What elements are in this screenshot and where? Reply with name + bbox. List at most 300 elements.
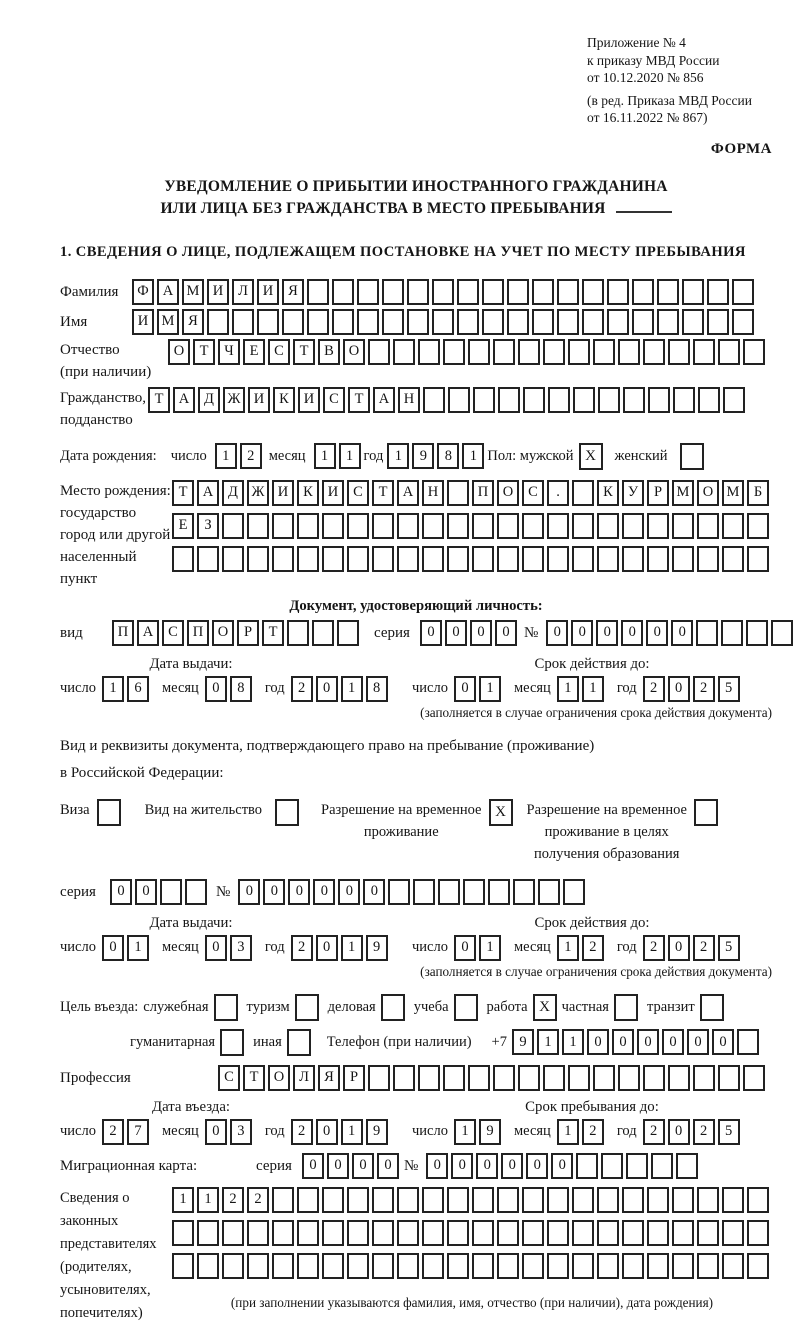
char-cell[interactable]: [172, 546, 194, 572]
char-cell[interactable]: [618, 339, 640, 365]
char-cell[interactable]: Н: [398, 387, 420, 413]
char-cell[interactable]: 8: [366, 676, 388, 702]
visa-checkbox[interactable]: [97, 799, 121, 826]
char-cell[interactable]: П: [187, 620, 209, 646]
char-cell[interactable]: [743, 339, 765, 365]
char-cell[interactable]: [447, 546, 469, 572]
char-cell[interactable]: 0: [313, 879, 335, 905]
char-cell[interactable]: [651, 1153, 673, 1179]
char-cell[interactable]: 2: [582, 935, 604, 961]
char-cell[interactable]: [297, 513, 319, 539]
char-cell[interactable]: [513, 879, 535, 905]
char-cell[interactable]: [672, 513, 694, 539]
char-cell[interactable]: [388, 879, 410, 905]
char-cell[interactable]: [597, 546, 619, 572]
char-cell[interactable]: [597, 1253, 619, 1279]
char-cell[interactable]: [522, 1220, 544, 1246]
char-cell[interactable]: [737, 1029, 759, 1055]
char-cell[interactable]: С: [347, 480, 369, 506]
char-cell[interactable]: [598, 387, 620, 413]
char-cell[interactable]: [347, 1253, 369, 1279]
char-cell[interactable]: Е: [172, 513, 194, 539]
char-cell[interactable]: Р: [343, 1065, 365, 1091]
char-cell[interactable]: [418, 1065, 440, 1091]
char-cell[interactable]: 0: [205, 676, 227, 702]
char-cell[interactable]: [347, 513, 369, 539]
char-cell[interactable]: А: [373, 387, 395, 413]
char-cell[interactable]: [722, 513, 744, 539]
char-cell[interactable]: Ч: [218, 339, 240, 365]
char-cell[interactable]: [488, 879, 510, 905]
char-cell[interactable]: [447, 1220, 469, 1246]
char-cell[interactable]: И: [207, 279, 229, 305]
char-cell[interactable]: 0: [263, 879, 285, 905]
char-cell[interactable]: С: [522, 480, 544, 506]
char-cell[interactable]: [697, 513, 719, 539]
char-cell[interactable]: [557, 309, 579, 335]
char-cell[interactable]: 0: [476, 1153, 498, 1179]
char-cell[interactable]: 1: [339, 443, 361, 469]
char-cell[interactable]: 0: [451, 1153, 473, 1179]
char-cell[interactable]: [413, 879, 435, 905]
char-cell[interactable]: [532, 279, 554, 305]
char-cell[interactable]: [647, 546, 669, 572]
char-cell[interactable]: [297, 546, 319, 572]
char-cell[interactable]: 0: [316, 935, 338, 961]
char-cell[interactable]: [372, 1220, 394, 1246]
char-cell[interactable]: [623, 387, 645, 413]
char-cell[interactable]: 1: [537, 1029, 559, 1055]
char-cell[interactable]: [463, 879, 485, 905]
char-cell[interactable]: [372, 546, 394, 572]
char-cell[interactable]: Т: [262, 620, 284, 646]
char-cell[interactable]: А: [173, 387, 195, 413]
char-cell[interactable]: [247, 1220, 269, 1246]
char-cell[interactable]: [272, 513, 294, 539]
char-cell[interactable]: [522, 546, 544, 572]
char-cell[interactable]: 0: [571, 620, 593, 646]
char-cell[interactable]: Д: [222, 480, 244, 506]
char-cell[interactable]: [722, 1220, 744, 1246]
char-cell[interactable]: Е: [243, 339, 265, 365]
char-cell[interactable]: [172, 1220, 194, 1246]
char-cell[interactable]: А: [137, 620, 159, 646]
char-cell[interactable]: [722, 1253, 744, 1279]
char-cell[interactable]: [447, 1253, 469, 1279]
char-cell[interactable]: [547, 1187, 569, 1213]
char-cell[interactable]: 2: [693, 676, 715, 702]
char-cell[interactable]: [247, 1253, 269, 1279]
char-cell[interactable]: [573, 387, 595, 413]
char-cell[interactable]: [518, 1065, 540, 1091]
char-cell[interactable]: [447, 1187, 469, 1213]
char-cell[interactable]: [422, 546, 444, 572]
char-cell[interactable]: А: [197, 480, 219, 506]
char-cell[interactable]: [672, 1220, 694, 1246]
char-cell[interactable]: [368, 1065, 390, 1091]
char-cell[interactable]: [657, 279, 679, 305]
char-cell[interactable]: [522, 1187, 544, 1213]
char-cell[interactable]: 0: [596, 620, 618, 646]
char-cell[interactable]: [422, 513, 444, 539]
char-cell[interactable]: [707, 279, 729, 305]
char-cell[interactable]: О: [697, 480, 719, 506]
char-cell[interactable]: М: [672, 480, 694, 506]
char-cell[interactable]: Л: [232, 279, 254, 305]
char-cell[interactable]: 6: [127, 676, 149, 702]
char-cell[interactable]: 0: [470, 620, 492, 646]
char-cell[interactable]: [697, 1253, 719, 1279]
char-cell[interactable]: [272, 1253, 294, 1279]
char-cell[interactable]: [632, 279, 654, 305]
char-cell[interactable]: 2: [582, 1119, 604, 1145]
char-cell[interactable]: [382, 309, 404, 335]
char-cell[interactable]: [397, 513, 419, 539]
char-cell[interactable]: [422, 1253, 444, 1279]
char-cell[interactable]: П: [472, 480, 494, 506]
char-cell[interactable]: [457, 309, 479, 335]
char-cell[interactable]: [312, 620, 334, 646]
char-cell[interactable]: [407, 309, 429, 335]
char-cell[interactable]: [272, 546, 294, 572]
char-cell[interactable]: [743, 1065, 765, 1091]
char-cell[interactable]: И: [298, 387, 320, 413]
char-cell[interactable]: С: [323, 387, 345, 413]
char-cell[interactable]: [563, 879, 585, 905]
char-cell[interactable]: О: [268, 1065, 290, 1091]
char-cell[interactable]: К: [273, 387, 295, 413]
char-cell[interactable]: 1: [341, 676, 363, 702]
char-cell[interactable]: У: [622, 480, 644, 506]
char-cell[interactable]: 0: [135, 879, 157, 905]
char-cell[interactable]: [747, 1220, 769, 1246]
char-cell[interactable]: Т: [372, 480, 394, 506]
char-cell[interactable]: К: [297, 480, 319, 506]
char-cell[interactable]: [247, 546, 269, 572]
char-cell[interactable]: [572, 513, 594, 539]
char-cell[interactable]: [337, 620, 359, 646]
char-cell[interactable]: А: [397, 480, 419, 506]
sex-female-checkbox[interactable]: [680, 443, 704, 470]
char-cell[interactable]: [722, 546, 744, 572]
char-cell[interactable]: 0: [687, 1029, 709, 1055]
char-cell[interactable]: 9: [512, 1029, 534, 1055]
purpose-official-checkbox[interactable]: [214, 994, 238, 1021]
char-cell[interactable]: 1: [557, 676, 579, 702]
char-cell[interactable]: 3: [230, 935, 252, 961]
char-cell[interactable]: 1: [102, 676, 124, 702]
char-cell[interactable]: 9: [366, 935, 388, 961]
char-cell[interactable]: [548, 387, 570, 413]
char-cell[interactable]: [172, 1253, 194, 1279]
char-cell[interactable]: [572, 1220, 594, 1246]
char-cell[interactable]: 1: [215, 443, 237, 469]
char-cell[interactable]: [632, 309, 654, 335]
char-cell[interactable]: [497, 1187, 519, 1213]
char-cell[interactable]: 0: [587, 1029, 609, 1055]
char-cell[interactable]: [418, 339, 440, 365]
char-cell[interactable]: 0: [338, 879, 360, 905]
char-cell[interactable]: 1: [582, 676, 604, 702]
char-cell[interactable]: О: [343, 339, 365, 365]
char-cell[interactable]: 2: [643, 1119, 665, 1145]
char-cell[interactable]: [368, 339, 390, 365]
char-cell[interactable]: 2: [693, 1119, 715, 1145]
char-cell[interactable]: Ж: [223, 387, 245, 413]
char-cell[interactable]: 2: [291, 1119, 313, 1145]
char-cell[interactable]: В: [318, 339, 340, 365]
char-cell[interactable]: 0: [377, 1153, 399, 1179]
char-cell[interactable]: 0: [668, 1119, 690, 1145]
char-cell[interactable]: [532, 309, 554, 335]
char-cell[interactable]: Я: [182, 309, 204, 335]
char-cell[interactable]: [707, 309, 729, 335]
char-cell[interactable]: И: [248, 387, 270, 413]
char-cell[interactable]: [547, 1220, 569, 1246]
char-cell[interactable]: [438, 879, 460, 905]
char-cell[interactable]: 0: [302, 1153, 324, 1179]
char-cell[interactable]: [447, 513, 469, 539]
char-cell[interactable]: [497, 1220, 519, 1246]
char-cell[interactable]: [597, 513, 619, 539]
char-cell[interactable]: [382, 279, 404, 305]
char-cell[interactable]: [257, 309, 279, 335]
char-cell[interactable]: [747, 1253, 769, 1279]
char-cell[interactable]: [322, 513, 344, 539]
char-cell[interactable]: [332, 309, 354, 335]
char-cell[interactable]: [472, 1220, 494, 1246]
char-cell[interactable]: [601, 1153, 623, 1179]
char-cell[interactable]: О: [497, 480, 519, 506]
char-cell[interactable]: М: [182, 279, 204, 305]
char-cell[interactable]: [576, 1153, 598, 1179]
char-cell[interactable]: И: [272, 480, 294, 506]
char-cell[interactable]: 0: [546, 620, 568, 646]
char-cell[interactable]: [543, 1065, 565, 1091]
char-cell[interactable]: Я: [318, 1065, 340, 1091]
char-cell[interactable]: 9: [412, 443, 434, 469]
char-cell[interactable]: [607, 279, 629, 305]
char-cell[interactable]: [472, 1253, 494, 1279]
char-cell[interactable]: [747, 1187, 769, 1213]
char-cell[interactable]: [297, 1187, 319, 1213]
char-cell[interactable]: [448, 387, 470, 413]
char-cell[interactable]: 0: [288, 879, 310, 905]
char-cell[interactable]: 1: [462, 443, 484, 469]
char-cell[interactable]: 0: [327, 1153, 349, 1179]
char-cell[interactable]: С: [218, 1065, 240, 1091]
char-cell[interactable]: [447, 480, 469, 506]
char-cell[interactable]: [622, 546, 644, 572]
char-cell[interactable]: 1: [314, 443, 336, 469]
char-cell[interactable]: 2: [240, 443, 262, 469]
char-cell[interactable]: [618, 1065, 640, 1091]
char-cell[interactable]: [582, 279, 604, 305]
char-cell[interactable]: [357, 309, 379, 335]
char-cell[interactable]: 0: [637, 1029, 659, 1055]
char-cell[interactable]: [657, 309, 679, 335]
char-cell[interactable]: [693, 1065, 715, 1091]
char-cell[interactable]: [482, 279, 504, 305]
char-cell[interactable]: 0: [662, 1029, 684, 1055]
char-cell[interactable]: Н: [422, 480, 444, 506]
char-cell[interactable]: [547, 1253, 569, 1279]
char-cell[interactable]: 2: [291, 935, 313, 961]
char-cell[interactable]: 0: [420, 620, 442, 646]
char-cell[interactable]: [185, 879, 207, 905]
char-cell[interactable]: [247, 513, 269, 539]
char-cell[interactable]: [322, 1187, 344, 1213]
char-cell[interactable]: [332, 279, 354, 305]
char-cell[interactable]: Я: [282, 279, 304, 305]
char-cell[interactable]: [572, 1253, 594, 1279]
char-cell[interactable]: [647, 1253, 669, 1279]
char-cell[interactable]: [673, 387, 695, 413]
char-cell[interactable]: [347, 546, 369, 572]
char-cell[interactable]: [423, 387, 445, 413]
purpose-tourism-checkbox[interactable]: [295, 994, 319, 1021]
char-cell[interactable]: .: [547, 480, 569, 506]
char-cell[interactable]: 2: [222, 1187, 244, 1213]
char-cell[interactable]: [207, 309, 229, 335]
char-cell[interactable]: [473, 387, 495, 413]
char-cell[interactable]: 0: [454, 935, 476, 961]
char-cell[interactable]: [672, 546, 694, 572]
char-cell[interactable]: 0: [363, 879, 385, 905]
char-cell[interactable]: [718, 1065, 740, 1091]
char-cell[interactable]: [518, 339, 540, 365]
char-cell[interactable]: Т: [172, 480, 194, 506]
char-cell[interactable]: 3: [230, 1119, 252, 1145]
char-cell[interactable]: А: [157, 279, 179, 305]
char-cell[interactable]: 0: [526, 1153, 548, 1179]
char-cell[interactable]: [497, 1253, 519, 1279]
char-cell[interactable]: 0: [501, 1153, 523, 1179]
purpose-business-checkbox[interactable]: [381, 994, 405, 1021]
char-cell[interactable]: 0: [205, 935, 227, 961]
char-cell[interactable]: 1: [454, 1119, 476, 1145]
char-cell[interactable]: [287, 620, 309, 646]
char-cell[interactable]: [372, 513, 394, 539]
char-cell[interactable]: 0: [668, 676, 690, 702]
char-cell[interactable]: [197, 1253, 219, 1279]
char-cell[interactable]: [497, 513, 519, 539]
char-cell[interactable]: [397, 1253, 419, 1279]
char-cell[interactable]: 0: [238, 879, 260, 905]
char-cell[interactable]: [697, 1220, 719, 1246]
char-cell[interactable]: [307, 279, 329, 305]
char-cell[interactable]: [493, 1065, 515, 1091]
char-cell[interactable]: 0: [445, 620, 467, 646]
purpose-study-checkbox[interactable]: [454, 994, 478, 1021]
char-cell[interactable]: [160, 879, 182, 905]
char-cell[interactable]: З: [197, 513, 219, 539]
char-cell[interactable]: Т: [148, 387, 170, 413]
char-cell[interactable]: [543, 339, 565, 365]
char-cell[interactable]: [482, 309, 504, 335]
char-cell[interactable]: 1: [127, 935, 149, 961]
char-cell[interactable]: [498, 387, 520, 413]
char-cell[interactable]: Т: [348, 387, 370, 413]
char-cell[interactable]: [547, 546, 569, 572]
char-cell[interactable]: 1: [557, 935, 579, 961]
char-cell[interactable]: [676, 1153, 698, 1179]
char-cell[interactable]: Ф: [132, 279, 154, 305]
char-cell[interactable]: [397, 1187, 419, 1213]
char-cell[interactable]: 0: [352, 1153, 374, 1179]
purpose-other-checkbox[interactable]: [287, 1029, 311, 1056]
char-cell[interactable]: 1: [341, 935, 363, 961]
char-cell[interactable]: Б: [747, 480, 769, 506]
char-cell[interactable]: [668, 339, 690, 365]
char-cell[interactable]: [597, 1220, 619, 1246]
char-cell[interactable]: [538, 879, 560, 905]
char-cell[interactable]: [568, 1065, 590, 1091]
char-cell[interactable]: 8: [437, 443, 459, 469]
char-cell[interactable]: 1: [341, 1119, 363, 1145]
char-cell[interactable]: [547, 513, 569, 539]
char-cell[interactable]: 0: [205, 1119, 227, 1145]
char-cell[interactable]: М: [722, 480, 744, 506]
char-cell[interactable]: К: [597, 480, 619, 506]
char-cell[interactable]: [432, 279, 454, 305]
char-cell[interactable]: [622, 1187, 644, 1213]
char-cell[interactable]: [523, 387, 545, 413]
char-cell[interactable]: 2: [291, 676, 313, 702]
char-cell[interactable]: [322, 1220, 344, 1246]
char-cell[interactable]: [572, 1187, 594, 1213]
char-cell[interactable]: [397, 1220, 419, 1246]
char-cell[interactable]: [232, 309, 254, 335]
char-cell[interactable]: [297, 1220, 319, 1246]
char-cell[interactable]: 5: [718, 935, 740, 961]
char-cell[interactable]: М: [157, 309, 179, 335]
char-cell[interactable]: [732, 279, 754, 305]
char-cell[interactable]: [507, 279, 529, 305]
char-cell[interactable]: [746, 620, 768, 646]
char-cell[interactable]: [272, 1187, 294, 1213]
char-cell[interactable]: 1: [479, 935, 501, 961]
char-cell[interactable]: 8: [230, 676, 252, 702]
char-cell[interactable]: 2: [643, 676, 665, 702]
char-cell[interactable]: [693, 339, 715, 365]
char-cell[interactable]: [622, 513, 644, 539]
char-cell[interactable]: П: [112, 620, 134, 646]
char-cell[interactable]: 2: [247, 1187, 269, 1213]
char-cell[interactable]: [747, 546, 769, 572]
purpose-private-checkbox[interactable]: [614, 994, 638, 1021]
char-cell[interactable]: [322, 546, 344, 572]
char-cell[interactable]: [647, 1220, 669, 1246]
purpose-work-checkbox[interactable]: X: [533, 994, 557, 1021]
char-cell[interactable]: Р: [237, 620, 259, 646]
char-cell[interactable]: 0: [426, 1153, 448, 1179]
char-cell[interactable]: 1: [557, 1119, 579, 1145]
char-cell[interactable]: [697, 1187, 719, 1213]
char-cell[interactable]: 1: [197, 1187, 219, 1213]
char-cell[interactable]: [682, 279, 704, 305]
char-cell[interactable]: Р: [647, 480, 669, 506]
char-cell[interactable]: Т: [243, 1065, 265, 1091]
char-cell[interactable]: [572, 546, 594, 572]
char-cell[interactable]: [668, 1065, 690, 1091]
char-cell[interactable]: 0: [110, 879, 132, 905]
char-cell[interactable]: 9: [479, 1119, 501, 1145]
temp-residence-edu-checkbox[interactable]: [694, 799, 718, 826]
char-cell[interactable]: [697, 546, 719, 572]
char-cell[interactable]: 2: [102, 1119, 124, 1145]
char-cell[interactable]: [643, 339, 665, 365]
